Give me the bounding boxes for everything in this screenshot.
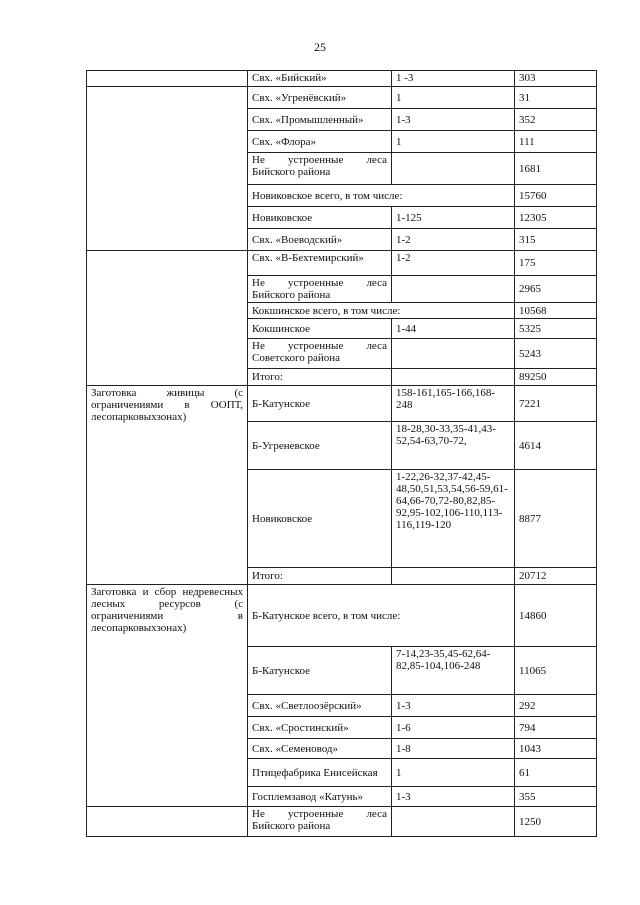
area-cell: 1681 (515, 153, 597, 185)
table-row (87, 71, 597, 87)
forestry-cell: Не устроенные леса Бийского района (248, 276, 392, 303)
forestry-cell: Не устроенные леса Бийского района (248, 153, 392, 185)
quarters-cell (392, 369, 515, 386)
quarters-cell (392, 807, 515, 837)
purpose-cell (87, 71, 248, 87)
purpose-cell (87, 87, 248, 251)
quarters-cell: 1-6 (392, 717, 515, 739)
area-cell: 4614 (515, 422, 597, 470)
area-cell: 15760 (515, 185, 597, 207)
quarters-cell: 1-3 (392, 695, 515, 717)
quarters-cell (392, 568, 515, 585)
forest-areas-table (86, 70, 597, 837)
quarters-cell: 1-44 (392, 319, 515, 339)
quarters-cell (392, 339, 515, 369)
table-row (87, 386, 597, 422)
forestry-cell: Кокшинское (248, 319, 392, 339)
forestry-cell: Новиковское (248, 470, 392, 568)
total-label-cell: Итого: (248, 369, 392, 386)
forestry-total-cell: Кокшинское всего, в том числе: (248, 303, 515, 319)
forestry-cell: Свх. «Семеновод» (248, 739, 392, 759)
area-cell: 5325 (515, 319, 597, 339)
area-cell: 11065 (515, 647, 597, 695)
quarters-cell: 1-3 (392, 109, 515, 131)
table-row (87, 807, 597, 837)
forestry-cell: Свх. «Светлоозёрский» (248, 695, 392, 717)
quarters-cell (392, 276, 515, 303)
forestry-cell: Не устроенные леса Бийского района (248, 807, 392, 837)
quarters-cell: 158-161,165-166,168-248 (392, 386, 515, 422)
quarters-cell: 1 -3 (392, 71, 515, 87)
area-cell: 315 (515, 229, 597, 251)
area-cell: 20712 (515, 568, 597, 585)
area-cell: 61 (515, 759, 597, 787)
area-cell: 8877 (515, 470, 597, 568)
quarters-cell: 7-14,23-35,45-62,64-82,85-104,106-248 (392, 647, 515, 695)
area-cell: 2965 (515, 276, 597, 303)
forestry-cell: Свх. «Угренёвский» (248, 87, 392, 109)
area-cell: 89250 (515, 369, 597, 386)
table-row (87, 87, 597, 109)
forestry-cell: Б-Катунское (248, 386, 392, 422)
area-cell: 355 (515, 787, 597, 807)
quarters-cell: 18-28,30-33,35-41,43-52,54-63,70-72, (392, 422, 515, 470)
forestry-cell: Госплемзавод «Катунь» (248, 787, 392, 807)
table-row (87, 585, 597, 647)
forestry-total-cell: Б-Катунское всего, в том числе: (248, 585, 515, 647)
area-cell: 175 (515, 251, 597, 276)
total-label-cell: Итого: (248, 568, 392, 585)
area-cell: 794 (515, 717, 597, 739)
forestry-cell: Свх. «В-Бехтемирский» (248, 251, 392, 276)
purpose-cell: Заготовка живицы (с ограничениями в ООПТ, лесопарковыхзонах) (87, 386, 248, 585)
forestry-cell: Новиковское (248, 207, 392, 229)
area-cell: 7221 (515, 386, 597, 422)
quarters-cell: 1-2 (392, 251, 515, 276)
area-cell: 5243 (515, 339, 597, 369)
area-cell: 292 (515, 695, 597, 717)
area-cell: 12305 (515, 207, 597, 229)
area-cell: 14860 (515, 585, 597, 647)
forestry-cell: Свх. «Флора» (248, 131, 392, 153)
area-cell: 352 (515, 109, 597, 131)
quarters-cell (392, 153, 515, 185)
page-number: 25 (314, 40, 326, 54)
quarters-cell: 1-2 (392, 229, 515, 251)
area-cell: 1043 (515, 739, 597, 759)
purpose-cell: Заготовка и сбор недревесных лесных ресурсов (с ограничениями в лесопарковыхзонах) (87, 585, 248, 807)
area-cell: 111 (515, 131, 597, 153)
quarters-cell: 1-125 (392, 207, 515, 229)
quarters-cell: 1-22,26-32,37-42,45-48,50,51,53,54,56-59,61-64,66-70,72-80,82,85-92,95-102,106-110,113-116,119-120 (392, 470, 515, 568)
quarters-cell: 1 (392, 131, 515, 153)
area-cell: 303 (515, 71, 597, 87)
quarters-cell: 1 (392, 759, 515, 787)
area-cell: 31 (515, 87, 597, 109)
forestry-total-cell: Новиковское всего, в том числе: (248, 185, 515, 207)
forestry-cell: Б-Катунское (248, 647, 392, 695)
forestry-cell: Не устроенные леса Советского района (248, 339, 392, 369)
forestry-cell: Свх. «Сростинский» (248, 717, 392, 739)
forestry-cell: Свх. «Бийский» (248, 71, 392, 87)
purpose-cell (87, 251, 248, 386)
forestry-cell: Птицефабрика Енисейская (248, 759, 392, 787)
purpose-cell (87, 807, 248, 837)
table-row (87, 251, 597, 276)
quarters-cell: 1-8 (392, 739, 515, 759)
area-cell: 1250 (515, 807, 597, 837)
quarters-cell: 1 (392, 87, 515, 109)
forestry-cell: Б-Угреневское (248, 422, 392, 470)
forestry-cell: Свх. «Воеводский» (248, 229, 392, 251)
forestry-cell: Свх. «Промышленный» (248, 109, 392, 131)
area-cell: 10568 (515, 303, 597, 319)
quarters-cell: 1-3 (392, 787, 515, 807)
